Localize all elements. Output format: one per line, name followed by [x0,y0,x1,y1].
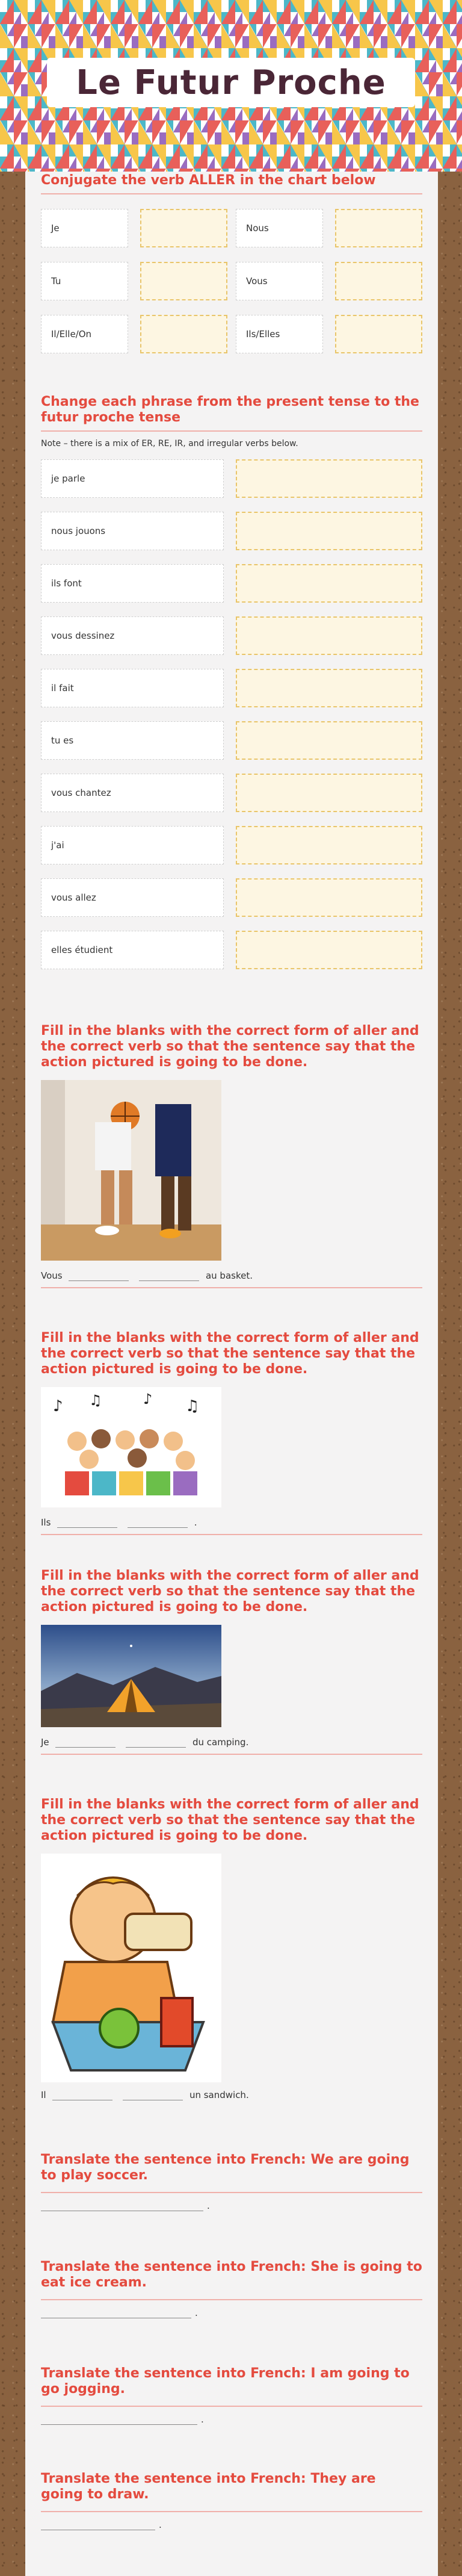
sentence-subject: Ils [41,1517,51,1528]
translate-4 [41,2471,422,2556]
answer-box[interactable] [236,512,422,550]
fill-sentence [41,1517,197,1528]
note-text: Note – there is a mix of ER, RE, IR, and irregular verbs below. [41,439,298,448]
sentence-end: . [159,2519,162,2530]
answer-box[interactable] [236,878,422,917]
sentence-end: au basket. [205,1270,253,1281]
svg-text:♫: ♫ [89,1392,102,1409]
translation-answer [41,2200,210,2211]
pronoun-cell: Il/Elle/On [41,315,128,353]
section-heading: Translate the sentence into French: They are going to draw. [41,2471,376,2502]
blank-line[interactable] [126,1746,186,1748]
section-heading: Conjugate the verb ALLER in the chart below [41,173,376,188]
pronoun-cell: Ils/Elles [236,315,323,353]
answer-line[interactable] [41,2424,197,2425]
blank-line[interactable] [52,2099,112,2100]
translation-answer [41,2308,198,2318]
answer-box[interactable] [140,315,227,353]
divider [41,430,422,432]
translate-1 [41,2152,422,2236]
section-heading: Change each phrase from the present tense to the futur proche tense [41,394,419,425]
phrase-cell: j'ai [41,826,224,864]
translate-2 [41,2259,422,2344]
pronoun-cell: Vous [236,262,323,300]
divider [41,1754,422,1755]
sentence-end: . [207,2200,210,2211]
phrase-cell: nous jouons [41,512,224,550]
fill-sentence [41,1737,248,1748]
divider [41,1287,422,1288]
phrase-cell: je parle [41,459,224,498]
sentence-subject: Je [41,1737,49,1748]
worksheet [25,172,438,2576]
divider [41,2192,422,2193]
page-title: Le Futur Proche [47,58,415,107]
pronoun-cell: Je [41,209,128,247]
phrase-cell: ils font [41,564,224,603]
blank-line[interactable] [139,1280,199,1281]
phrase-cell: elles étudient [41,931,224,969]
answer-box[interactable] [335,315,422,353]
section-change-tense [41,394,422,955]
section-heading: Translate the sentence into French: We are going to play soccer. [41,2152,410,2183]
svg-text:♫: ♫ [185,1397,200,1415]
fill-singing [41,1330,422,1535]
blank-line[interactable] [123,2099,183,2100]
answer-line[interactable] [41,2529,155,2530]
translation-answer [41,2519,162,2530]
sentence-subject: Il [41,2090,46,2100]
phrase-cell: tu es [41,721,224,760]
conjugation-chart [41,209,422,359]
boy-eating-sandwich-image [41,1854,221,2082]
sentence-end: . [195,2308,198,2318]
divider [41,193,422,194]
answer-box[interactable] [140,262,227,300]
pronoun-cell: Tu [41,262,128,300]
sentence-end: . [194,1517,197,1528]
answer-box[interactable] [236,931,422,969]
fill-camping [41,1568,422,1773]
answer-box[interactable] [236,669,422,707]
basketball-image [41,1080,221,1261]
phrase-cell: vous dessinez [41,616,224,655]
section-conjugate [41,173,422,340]
divider [41,2299,422,2300]
divider [41,2406,422,2407]
answer-box[interactable] [335,209,422,247]
answer-box[interactable] [236,564,422,603]
blank-line[interactable] [128,1527,188,1528]
section-heading: Translate the sentence into French: I am going to go jogging. [41,2366,410,2397]
sentence-end: un sandwich. [189,2090,249,2100]
answer-box[interactable] [236,459,422,498]
answer-box[interactable] [140,209,227,247]
fill-sandwich [41,1797,422,2104]
section-heading: Fill in the blanks with the correct form of aller and the correct verb so that the sentence say that the action pictured is going to be done. [41,1330,419,1377]
answer-box[interactable] [236,774,422,812]
header-pattern [0,0,462,172]
sentence-end: . [201,2414,204,2425]
blank-line[interactable] [55,1746,116,1748]
answer-box[interactable] [335,262,422,300]
phrase-table [41,459,422,983]
blank-line[interactable] [69,1280,129,1281]
phrase-cell: vous chantez [41,774,224,812]
section-heading: Fill in the blanks with the correct form of aller and the correct verb so that the sentence say that the action pictured is going to be done. [41,1797,419,1843]
answer-box[interactable] [236,616,422,655]
section-heading: Fill in the blanks with the correct form of aller and the correct verb so that the sentence say that the action pictured is going to be done. [41,1568,419,1615]
translation-answer [41,2414,204,2425]
sentence-end: du camping. [192,1737,249,1748]
answer-line[interactable] [41,2317,191,2318]
answer-box[interactable] [236,721,422,760]
section-heading: Translate the sentence into French: She is going to eat ice cream. [41,2259,422,2290]
section-heading: Fill in the blanks with the correct form of aller and the correct verb so that the sentence say that the action pictured is going to be done. [41,1023,419,1070]
phrase-cell: vous allez [41,878,224,917]
svg-text:♪: ♪ [53,1397,63,1415]
answer-line[interactable] [41,2210,203,2211]
children-singing-image [41,1387,221,1507]
divider [41,1534,422,1535]
answer-box[interactable] [236,826,422,864]
fill-sentence [41,1270,253,1281]
blank-line[interactable] [57,1527,117,1528]
fill-sentence [41,2090,249,2100]
fill-basketball [41,1023,422,1288]
sentence-subject: Vous [41,1270,63,1281]
pronoun-cell: Nous [236,209,323,247]
divider [41,2511,422,2512]
svg-text:♪: ♪ [143,1391,153,1407]
phrase-cell: il fait [41,669,224,707]
camping-image [41,1625,221,1727]
translate-3 [41,2366,422,2450]
